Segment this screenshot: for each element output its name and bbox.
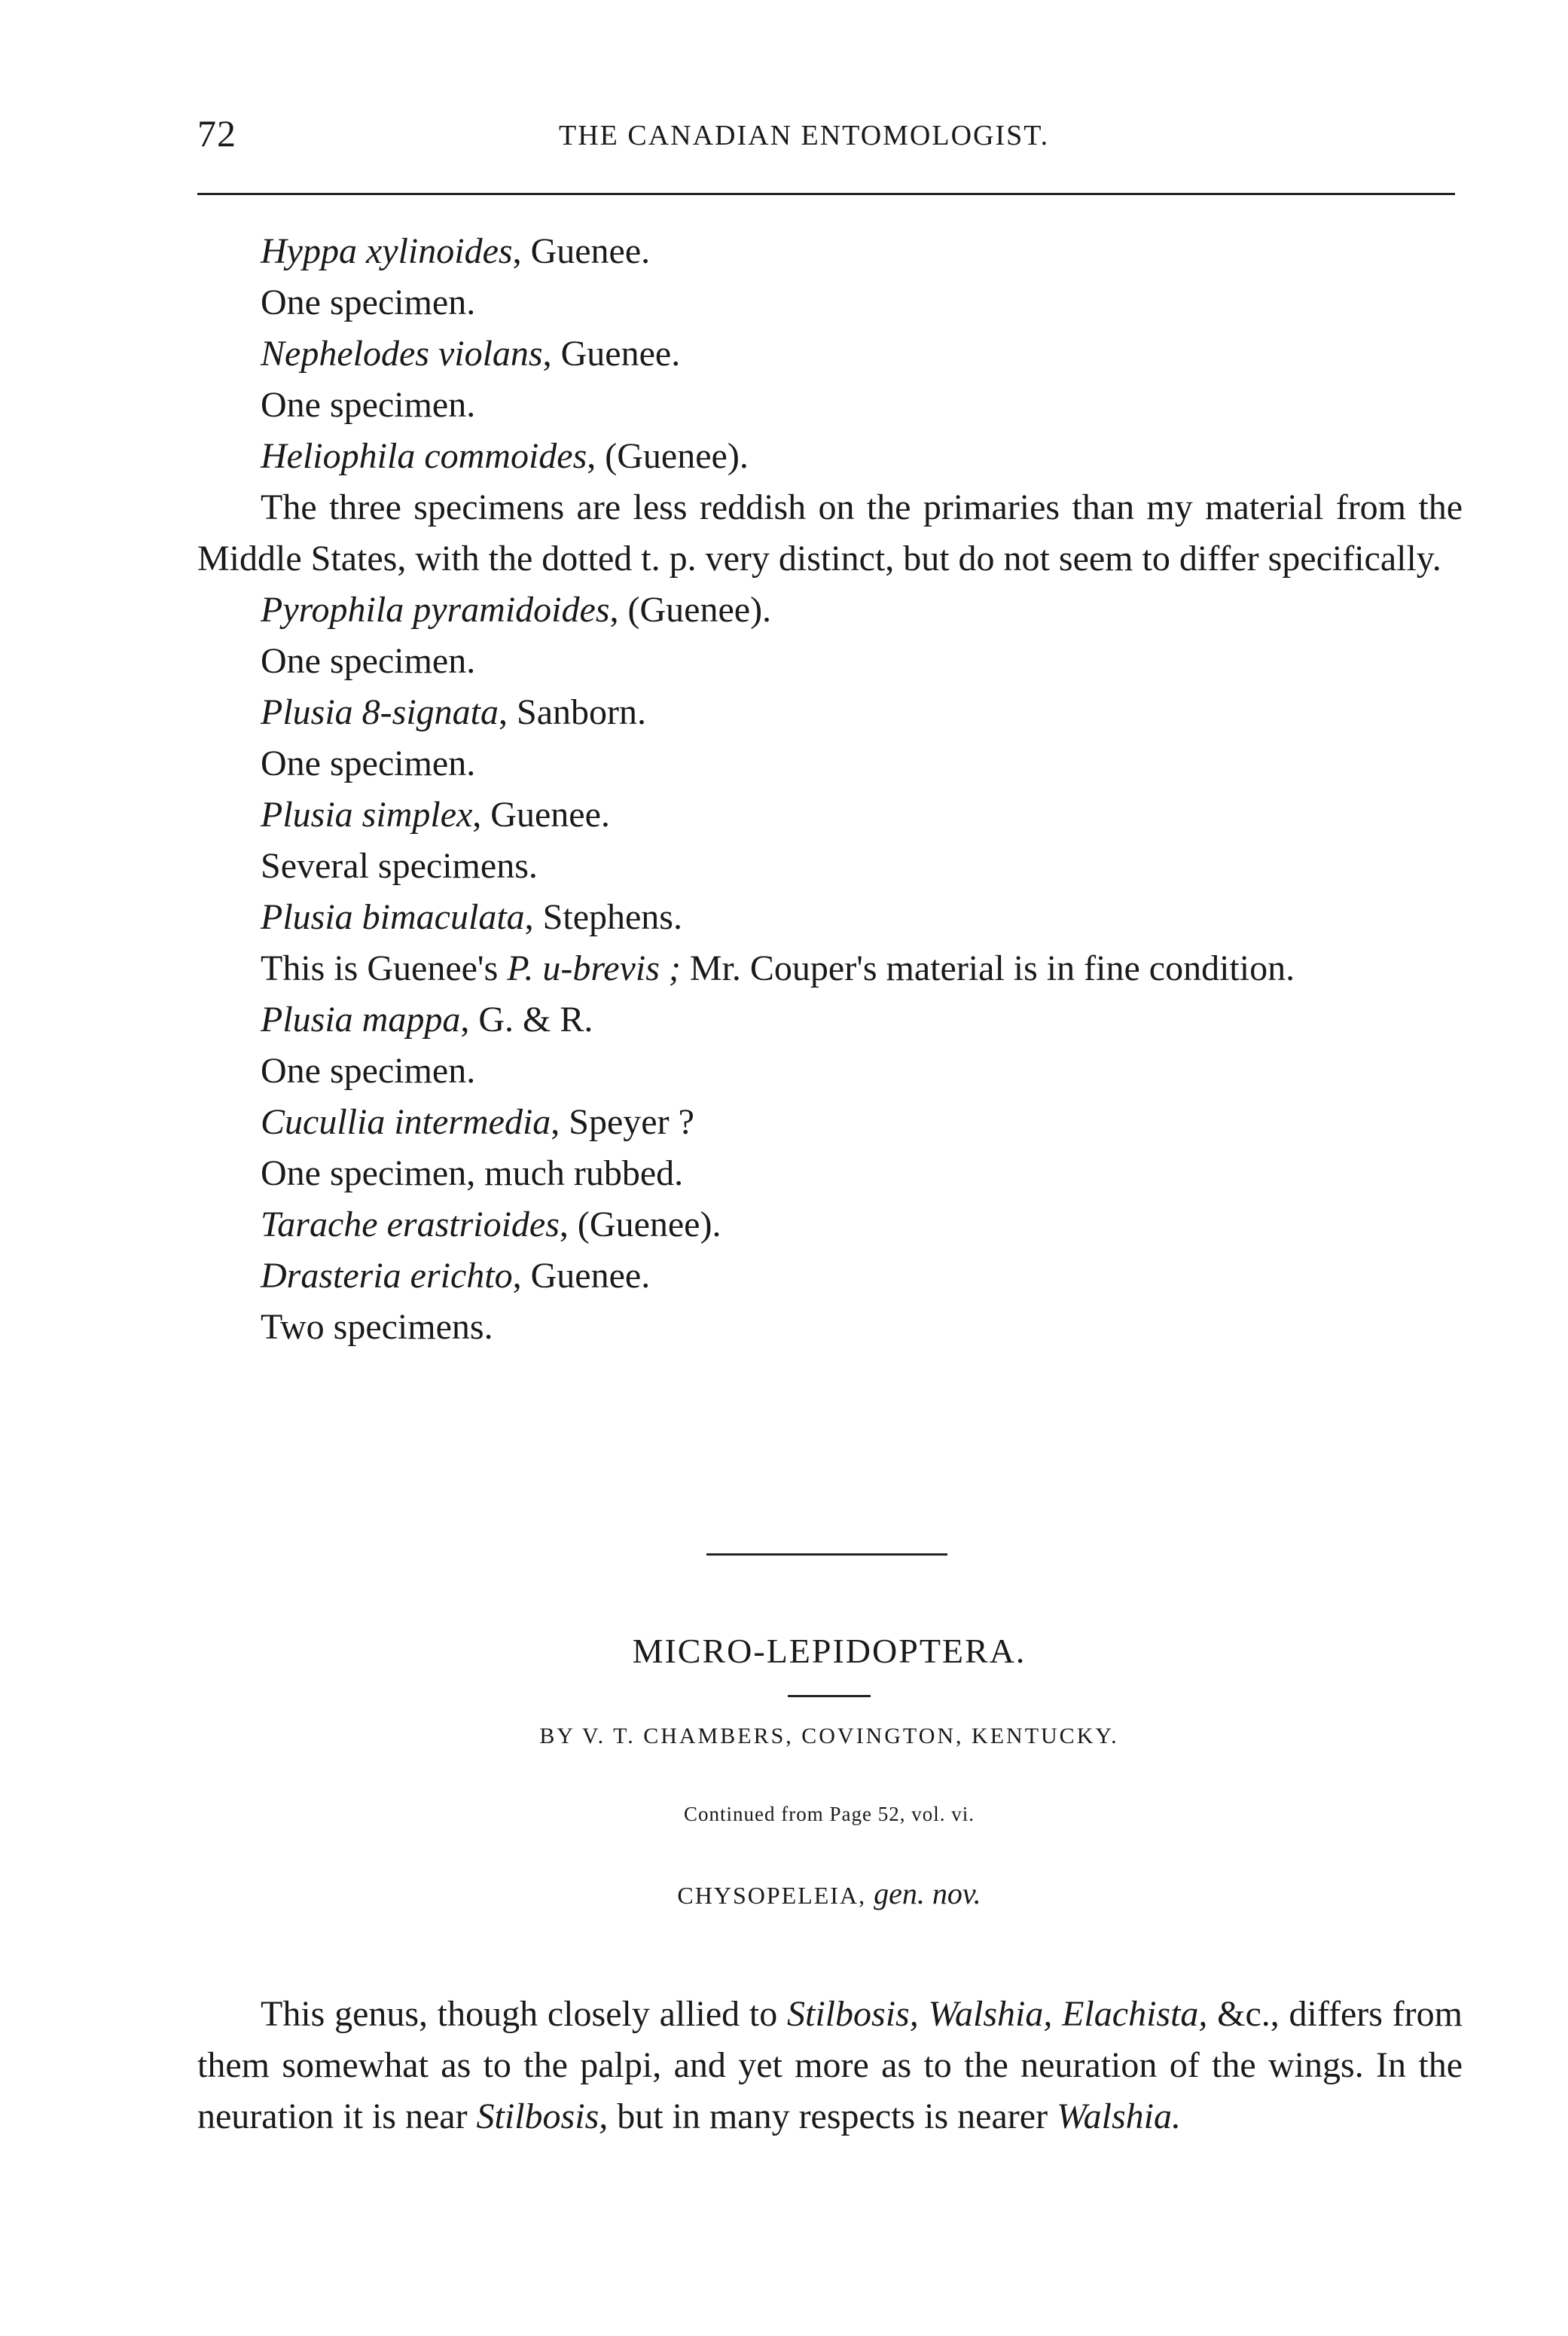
species-entry [197,1250,1463,1302]
author-byline: BY V. T. CHAMBERS, COVINGTON, KENTUCKY. [539,1724,1119,1748]
genus-list: Stilbosis, Walshia, Elachista, [787,1994,1208,2034]
species-note: One specimen. [261,385,476,425]
species-author: , Sanborn. [499,692,646,732]
species-entry [197,687,1463,738]
paragraph-text: &c., differs from them somewhat as to the palpi, and yet more as to the neuration of the wings. In the neuration it is near [197,1994,1463,2136]
species-author: , Speyer ? [551,1102,694,1142]
species-list [197,226,1463,1353]
species-name: Cucullia intermedia [261,1102,551,1142]
species-author: , (Guenee). [609,590,772,630]
species-note: One specimen. [261,1051,476,1091]
species-entry [197,994,1463,1046]
species-name: Plusia bimaculata [261,897,525,937]
genus-ref: Stilbosis, [476,2096,609,2136]
note-text: Mr. Couper's material is in fine condition. [680,948,1295,988]
genus-name: CHYSOPELEIA, [677,1882,867,1909]
species-author: , Stephens. [524,897,682,937]
header-rule [197,193,1455,195]
page-number: 72 [197,112,236,154]
species-name: Plusia simplex [261,795,473,835]
species-entry [197,328,1463,380]
species-author: , Guenee. [542,334,681,374]
species-entry [197,431,1463,482]
species-name: Heliophila commoides [261,436,587,476]
title-rule [788,1695,871,1697]
genus-description [197,1989,1463,2142]
species-author: , G. & R. [460,1000,593,1040]
genus-ref: Walshia. [1057,2096,1181,2136]
species-note: One specimen. [261,282,476,322]
species-entry [197,1199,1463,1250]
note-text: This is Guenee's [261,948,508,988]
section-title: MICRO-LEPIDOPTERA. [632,1632,1027,1670]
species-author: , (Guenee). [587,436,749,476]
running-head: THE CANADIAN ENTOMOLOGIST. [559,120,1050,151]
paragraph-text: This genus, though closely allied to [261,1994,787,2034]
species-name: Tarache erastrioides [261,1205,560,1244]
species-note: One specimen. [261,641,476,681]
species-name: Pyrophila pyramidoides [261,590,610,630]
species-entry [197,892,1463,943]
genus-heading [0,1876,1568,1911]
species-note: One specimen. [261,744,476,783]
section-divider [706,1553,947,1556]
species-name: Hyppa xylinoides [261,231,513,271]
species-note: One specimen, much rubbed. [261,1153,684,1193]
genus-status: gen. nov. [874,1876,981,1910]
species-entry [197,1097,1463,1148]
species-note: The three specimens are less reddish on the primaries than my material from the Middle States, with the dotted t. p. very distinct, but do not seem to differ specifically. [197,487,1463,579]
species-author: , (Guenee). [559,1205,721,1244]
species-entry [197,585,1463,636]
species-name: Plusia 8-signata [261,692,499,732]
species-note [197,943,1463,994]
species-name: Plusia mappa [261,1000,461,1040]
species-author: , Guenee. [512,1256,651,1296]
page-header [197,111,1463,157]
paragraph-text: but in many respects is nearer [608,2096,1057,2136]
species-name: Drasteria erichto [261,1256,513,1296]
continued-note: Continued from Page 52, vol. vi. [684,1803,975,1825]
synonym-name: P. u-brevis ; [507,948,681,988]
species-note: Two specimens. [261,1307,493,1347]
species-entry [197,226,1463,277]
species-entry [197,789,1463,841]
species-note: Several specimens. [261,846,538,886]
species-name: Nephelodes violans [261,334,543,374]
species-author: , Guenee. [512,231,651,271]
species-author: , Guenee. [472,795,610,835]
